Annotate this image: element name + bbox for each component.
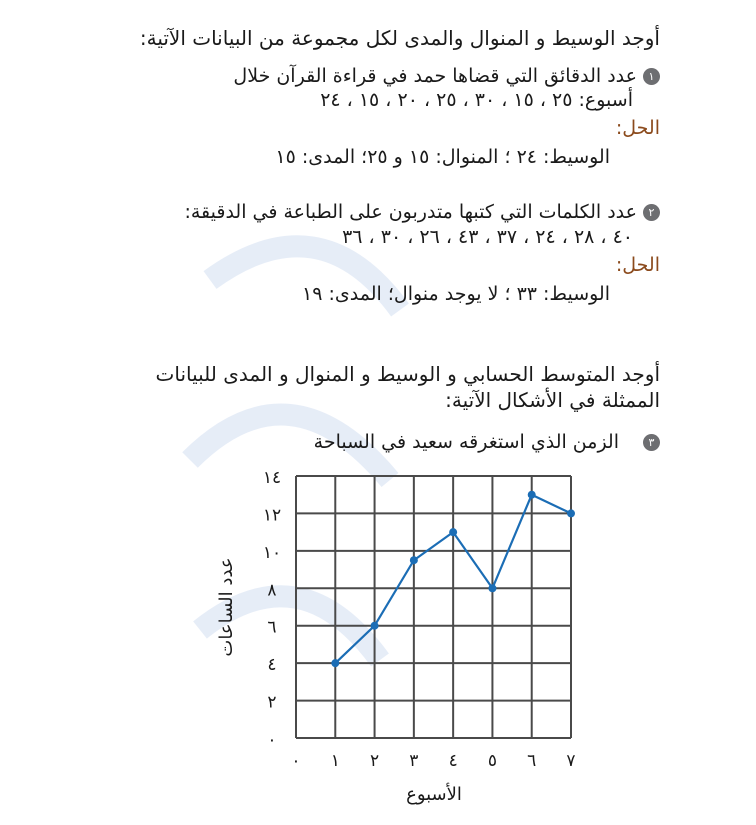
y-tick-label: ٠ [267,730,277,750]
problem-1-solution-label: الحل: [615,117,660,139]
chart-grid [296,476,571,738]
section1-instruction: أوجد الوسيط و المنوال والمدى لكل مجموعة من البيانات الآتية: [139,26,660,50]
x-tick-label: ٠ [291,751,301,771]
problem-1-data: أسبوع: ٢٥ ، ١٥ ، ٣٠ ، ٢٥ ، ٢٠ ، ١٥ ، ٢٤ [320,89,633,111]
y-tick-label: ١٢ [262,505,282,526]
section2-instruction-line2: الممثلة في الأشكال الآتية: [445,388,660,412]
problem-number-badge-2: ٢ [643,204,660,221]
data-point [567,509,575,517]
data-point [488,584,496,592]
data-point [528,491,536,499]
chart-title: الزمن الذي استغرقه سعيد في السباحة [313,431,619,453]
x-tick-label: ٤ [448,751,458,771]
problem-2-line1: عدد الكلمات التي كتبها متدربون على الطباعة في الدقيقة: [184,201,637,223]
x-tick-label: ٢ [370,751,380,771]
x-axis-label: الأسبوع [406,784,462,805]
section2-instruction-line1: أوجد المتوسط الحسابي و الوسيط و المنوال و المدى للبيانات [155,362,660,386]
y-axis-label: عدد الساعات [216,557,237,657]
problem-2-solution: الوسيط: ٣٣ ؛ لا يوجد منوال؛ المدى: ١٩ [302,283,610,305]
x-tick-label: ٣ [409,751,419,771]
y-tick-label: ٨ [267,580,277,601]
y-tick-label: ٦ [267,617,277,638]
y-tick-label: ٢ [267,692,277,713]
problem-2-data: ٤٠ ، ٢٨ ، ٢٤ ، ٣٧ ، ٤٣ ، ٢٦ ، ٣٠ ، ٣٦ [342,226,633,248]
data-point [449,528,457,536]
problem-1-line1: عدد الدقائق التي قضاها حمد في قراءة القرآن خلال [233,65,637,87]
problem-1-solution: الوسيط: ٢٤ ؛ المنوال: ١٥ و ٢٥؛ المدى: ١٥ [275,146,610,168]
data-point [410,556,418,564]
y-tick-label: ٤ [267,655,277,676]
x-tick-label: ٥ [487,751,497,771]
y-tick-label: ١٤ [262,468,282,488]
y-tick-label: ١٠ [262,542,282,563]
x-tick-label: ١ [330,751,340,771]
data-point [331,659,339,667]
data-point [371,622,379,630]
problem-number-badge-1: ١ [643,68,660,85]
x-tick-label: ٦ [527,751,537,771]
problem-2-solution-label: الحل: [615,254,660,276]
x-tick-label: ٧ [566,751,576,771]
problem-number-badge-3: ٣ [643,434,660,451]
